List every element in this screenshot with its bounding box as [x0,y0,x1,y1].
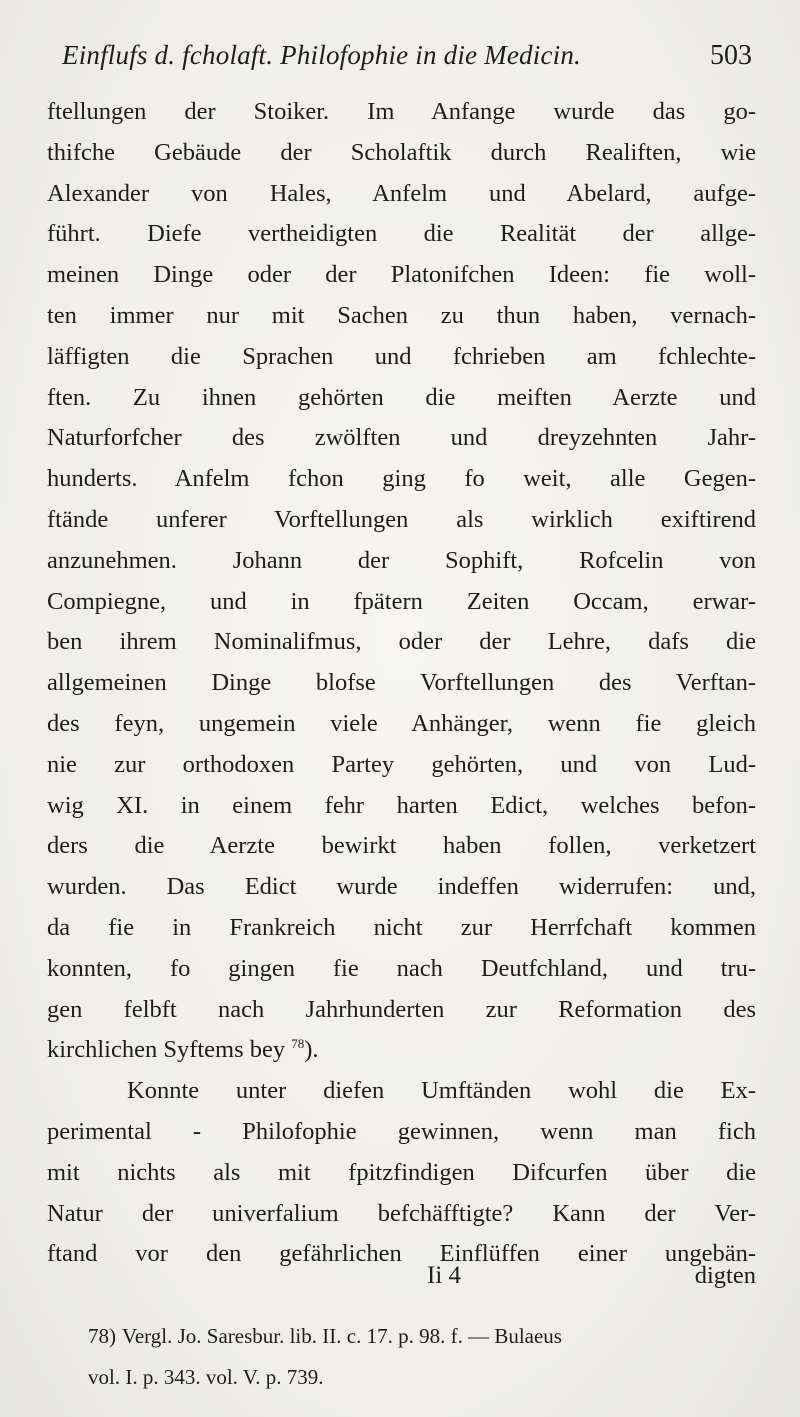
footnote-text: Vergl. Jo. Saresbur. lib. II. c. 17. p. 98. f. — Bulaeus [122,1324,562,1348]
text-line: meinen Dinge oder der Platonifchen Ideen: fie woll- [47,261,756,289]
page-number: 503 [710,40,752,71]
text-line: ftellungen der Stoiker. Im Anfange wurde das go- [47,98,756,125]
text-line: ten immer nur mit Sachen zu thun haben, vernach- [47,301,756,329]
text-line: ders die Aerzte bewirkt haben follen, verketzert [47,832,756,860]
text-line: wurden. Das Edict wurde indeffen widerrufen: und, [47,873,756,901]
text-line: läffigten die Sprachen und fchrieben am fchlechte- [47,342,756,370]
footnote-line [88,1318,756,1359]
catchword: digten [694,1262,756,1289]
footnote-line: vol. I. p. 343. vol. V. p. 739. [88,1364,324,1389]
text-line: Naturforfcher des zwölften und dreyzehnten Jahr- [47,424,756,452]
footnote [88,1318,756,1400]
text-segment: ). [304,1036,319,1064]
text-line-with-footnote [47,1030,756,1071]
text-line: anzunehmen. Johann der Sophift, Rofcelin von [47,546,756,574]
text-line: ben ihrem Nominalifmus, oder der Lehre, dafs die [47,628,756,656]
paragraph-2 [47,1071,756,1275]
text-line: Konnte unter diefen Umftänden wohl die Ex- [127,1077,756,1105]
text-line: perimental - Philofophie gewinnen, wenn man fich [47,1117,756,1145]
text-line: konnten, fo gingen fie nach Deutfchland, und tru- [47,954,756,982]
text-line: nie zur orthodoxen Partey gehörten, und von Lud- [47,750,756,778]
text-line: Compiegne, und in fpätern Zeiten Occam, erwar- [47,587,756,615]
text-line: Natur der univerfalium befchäfftigte? Kann der Ver- [47,1199,756,1227]
text-segment: kirchlichen Syftems bey [47,1036,286,1064]
text-line: ften. Zu ihnen gehörten die meiften Aerzte und [47,383,756,411]
text-line: hunderts. Anfelm fchon ging fo weit, alle Gegen- [47,465,756,493]
running-header [62,40,752,84]
text-line: da fie in Frankreich nicht zur Herrfchaft kommen [47,913,756,941]
footnote-reference[interactable]: 78 [291,1036,305,1052]
text-line: allgemeinen Dinge blofse Vorftellungen des Verftan- [47,669,756,697]
text-line: Alexander von Hales, Anfelm und Abelard, aufge- [47,179,756,207]
signature-mark: Ii 4 [427,1262,462,1289]
body-text [47,92,756,1275]
catchline [47,1262,756,1290]
text-line: mit nichts als mit fpitzfindigen Difcurfen über die [47,1158,756,1186]
text-line: ftände unferer Vorftellungen als wirklich exiftirend [47,505,756,533]
text-line: ftand vor den gefährlichen Einflüffen einer ungebän- [47,1240,756,1268]
text-line: gen felbft nach Jahrhunderten zur Reformation des [47,995,756,1023]
running-title: Einflufs d. fcholaft. Philofophie in die Medicin. [62,40,581,70]
footnote-label: 78) [88,1324,116,1348]
text-line: des feyn, ungemein viele Anhänger, wenn fie gleich [47,709,756,737]
text-line: thifche Gebäude der Scholaftik durch Realiften, wie [47,138,756,166]
text-line: führt. Diefe vertheidigten die Realität der allge- [47,220,756,248]
text-line: wig XI. in einem fehr harten Edict, welches befon- [47,791,756,819]
paragraph-1 [47,92,756,1071]
